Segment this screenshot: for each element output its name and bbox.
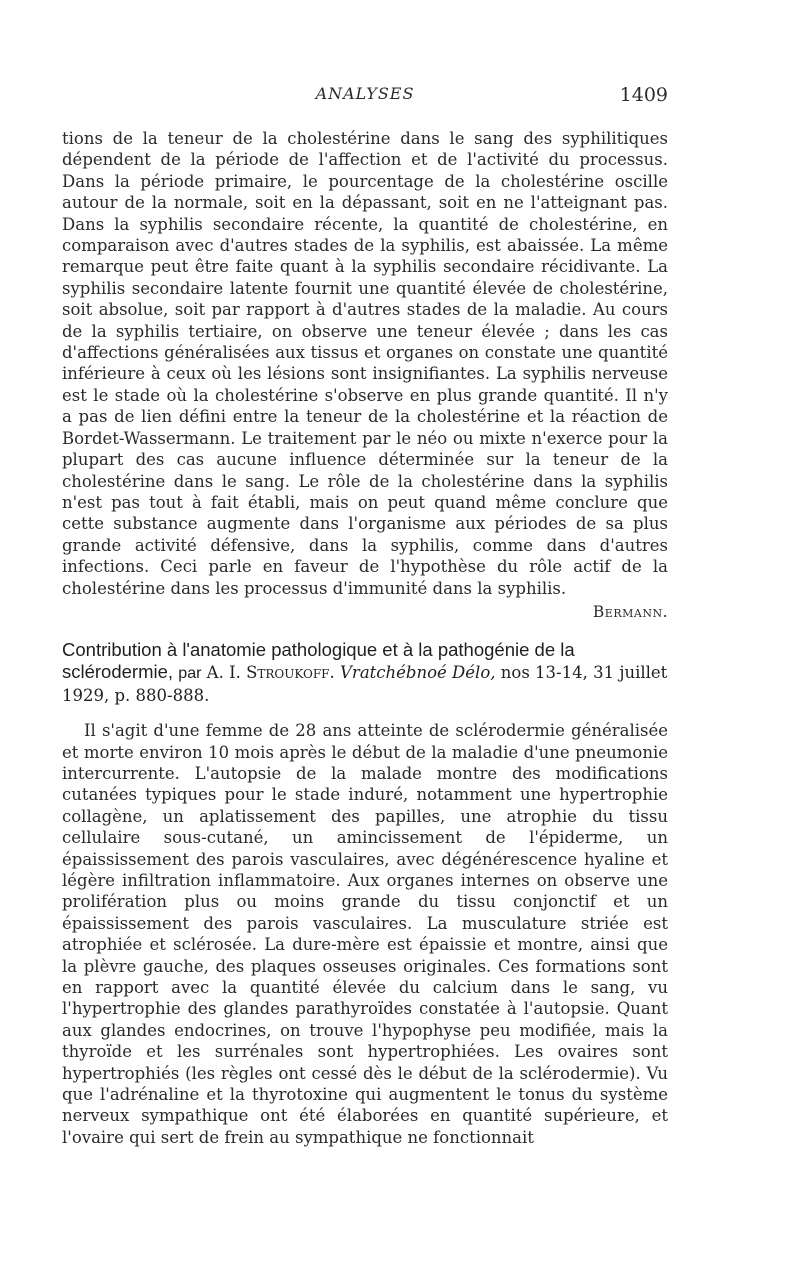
page-header <box>62 84 668 108</box>
running-title: ANALYSES <box>315 84 415 103</box>
article-title: Contribution à l'anatomie pathologique et à la pathogénie de la sclérodermie, <box>62 638 575 683</box>
article-author: A. I. Stroukoff. <box>206 663 335 683</box>
journal-issue: nos 13-14, 31 juillet 1929, <box>62 663 668 705</box>
review-body: Il s'agit d'une femme de 28 ans atteinte de sclérodermie généralisée et morte environ 10 mois après le début de la maladie d'une pneumonie intercurrente. L'autopsie de la malade montre des modifications cutanées typiques pour le stade induré, notamment une hypertrophie collagène, un aplatissement des papilles, une atrophie du tissu cellulaire sous-cutané, un amincissement de l'épiderme, un épaississement des parois vasculaires, avec dégénérescence hyaline et légère infiltration inflammatoire. Aux organes internes on observe une prolifération plus ou moins grande du tissu conjonctif et un épaississement des parois vasculaires. La musculature striée est atrophiée et sclérosée. La dure-mère est épaissie et montre, ainsi que la plèvre gauche, des plaques osseuses originales. Ces formations sont en rapport avec la quantité élevée du calcium dans le sang, vu l'hypertrophie des glandes parathyroïdes constatée à l'autopsie. Quant aux glandes endocrines, on trouve l'hypophyse peu modifiée, mais la thyroïde et les surrénales sont hypertrophiées. Les ovaires sont hypertrophiés (les règles ont cessé dès le début de la sclérodermie). Vu que l'adrénaline et la thyrotoxine qui augmentent le tonus du système nerveux sympathique ont été élaborées en quantité supérieure, et l'ovaire qui sert de frein au sympathique ne fonctionnait <box>62 721 668 1147</box>
page-body <box>62 128 668 1148</box>
by-word: par <box>178 665 202 683</box>
journal-pages: p. 880-888. <box>114 685 210 705</box>
review-body-continued: tions de la teneur de la cholestérine dans le sang des syphilitiques dépendent de la période de l'affection et de l'activité du processus. Dans la période primaire, le pourcentage de la cholestérine oscille autour de la normale, soit en la dépassant, soit en ne l'atteignant pas. Dans la syphilis secondaire récente, la quantité de cholestérine, en comparaison avec d'autres stades de la syphilis, est abaissée. La même remarque peut être faite quant à la syphilis secondaire récidivante. La syphilis secondaire latente fournit une quantité élevée de cholestérine, soit absolue, soit par rapport à d'autres stades de la maladie. Au cours de la syphilis tertiaire, on observe une teneur élevée ; dans les cas d'affections généralisées aux tissus et organes on constate une quantité inférieure à ceux où les lésions sont insignifiantes. La syphilis nerveuse est le stade où la cholestérine s'observe en plus grande quantité. Il n'y a pas de lien défini entre la teneur de la cholestérine et la réaction de Bordet-Wassermann. Le traitement par le néo ou mixte n'exerce pour la plupart des cas aucune influence déterminée sur la teneur de la cholestérine dans le sang. Le rôle de la cholestérine dans la syphilis n'est pas tout à fait établi, mais on peut quand même conclure que cette substance augmente dans l'organisme aux périodes de sa plus grande activité défensive, dans la syphilis, comme dans d'autres infections. Ceci parle en faveur de l'hypothèse du rôle actif de la cholestérine dans les processus d'immunité dans la syphilis. <box>62 129 668 598</box>
page-number: 1409 <box>619 84 668 106</box>
article-reference <box>62 639 668 706</box>
journal-name: Vratchébnoé Délo, <box>340 663 496 683</box>
reviewer-signature: Bermann. <box>592 602 668 621</box>
